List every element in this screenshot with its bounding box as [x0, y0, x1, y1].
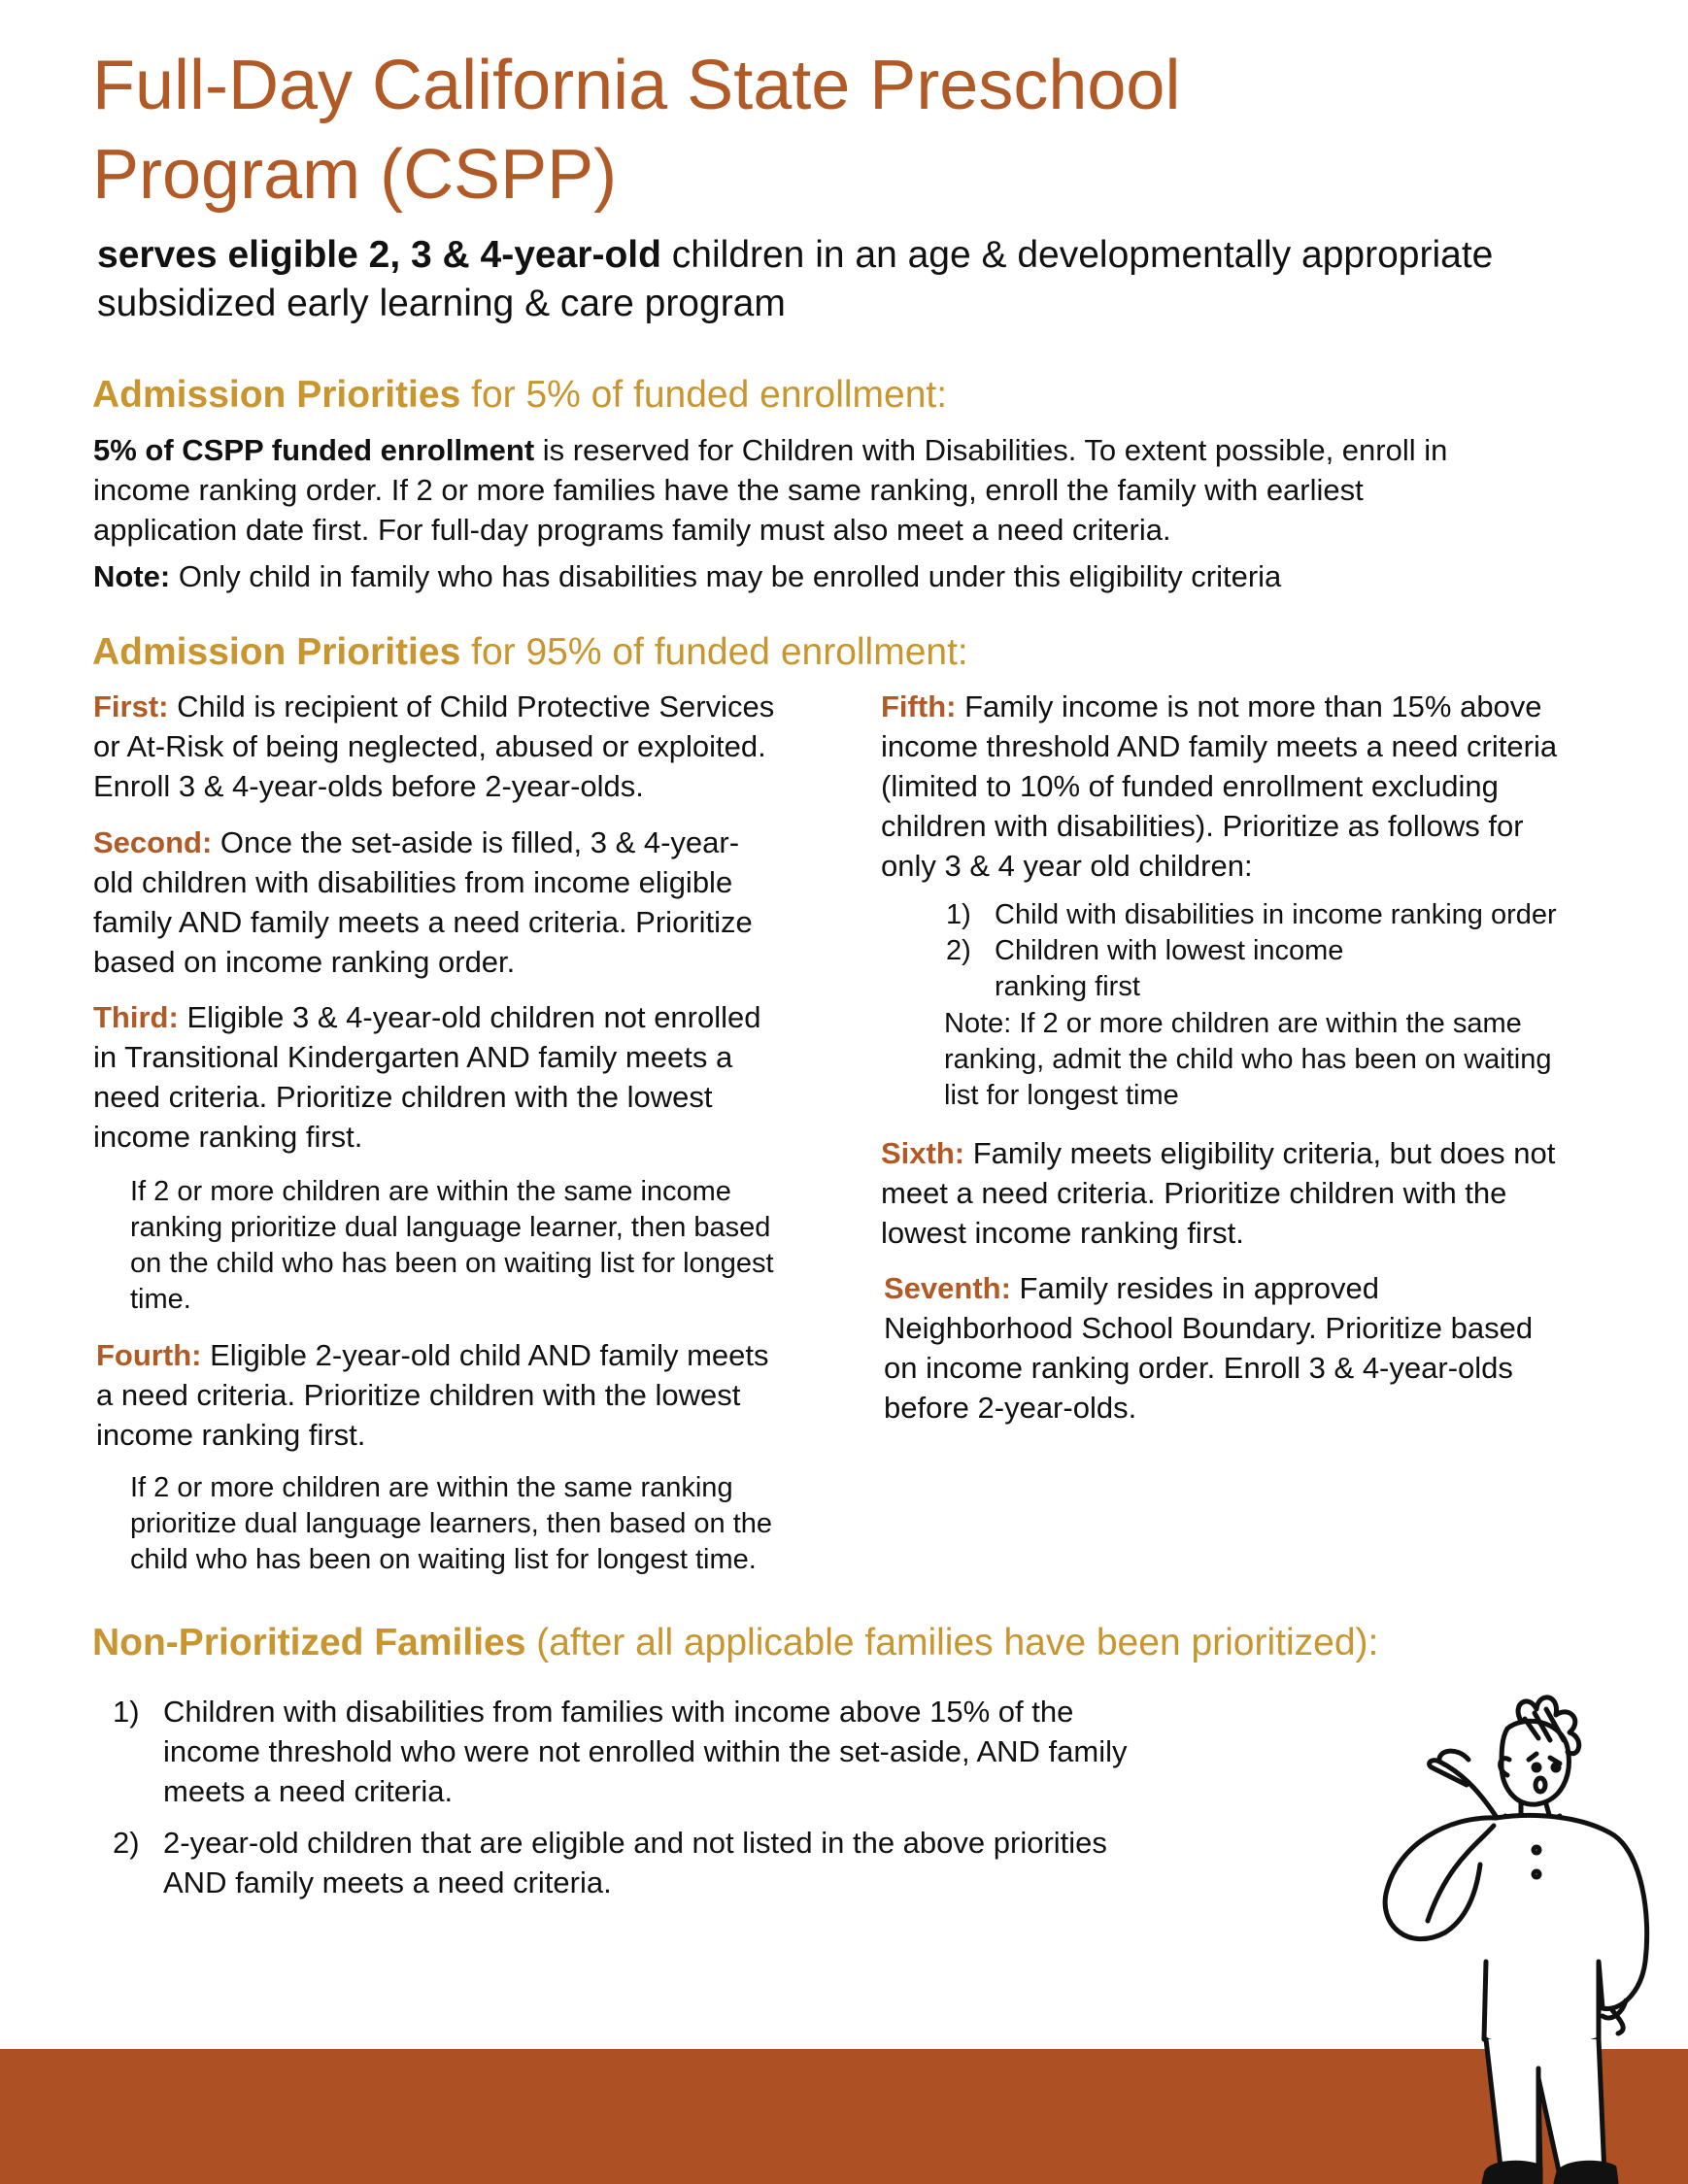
priority-third-note-line: time. — [130, 1284, 191, 1315]
priority-fourth-note-line: child who has been on waiting list for longest time. — [130, 1544, 757, 1575]
priority-third-label: Third: — [93, 1000, 179, 1034]
priority-fifth-note-line: ranking, admit the child who has been on waiting — [944, 1044, 1552, 1075]
non-prioritized-list — [113, 1692, 1327, 1902]
priority-first-line: or At-Risk of being neglected, abused or exploited. — [93, 729, 766, 763]
list-item-text: 2-year-old children that are eligible and not listed in the above priorities — [163, 1826, 1107, 1860]
priority-third-note — [130, 1174, 888, 1318]
section-5-body — [93, 430, 1667, 550]
priority-sixth-line: Family meets eligibility criteria, but does not — [972, 1136, 1556, 1170]
list-item-text: income threshold who were not enrolled within the set-aside, AND family — [163, 1734, 1128, 1768]
priority-fourth-note-line: prioritize dual language learners, then based on the — [130, 1508, 773, 1539]
priority-fifth-line: only 3 & 4 year old children: — [881, 849, 1253, 883]
priority-second-line: Once the set-aside is filled, 3 & 4-year- — [219, 825, 740, 859]
priority-seventh-line: Family resides in approved — [1019, 1271, 1379, 1305]
list-item — [113, 1823, 1327, 1902]
priority-fifth-line: income threshold AND family meets a need criteria — [881, 729, 1558, 763]
priority-fifth-line: children with disabilities). Prioritize as follows for — [881, 809, 1524, 843]
priority-fifth-label: Fifth: — [881, 689, 957, 723]
priority-second — [93, 823, 870, 982]
priority-fourth — [96, 1335, 873, 1455]
priority-fifth — [881, 687, 1677, 886]
priority-sixth — [881, 1133, 1677, 1253]
title-line-2: Program (CSPP) — [92, 136, 618, 214]
list-item — [113, 1692, 1327, 1811]
priority-fifth-note-line: list for longest time — [944, 1080, 1179, 1111]
subtitle-line-2: subsidized early learning & care program — [97, 283, 786, 324]
section-5-note-text: Only child in family who has disabilities may be enrolled under this eligibility criteria — [178, 559, 1282, 593]
priority-fourth-label: Fourth: — [96, 1338, 202, 1372]
priority-fifth-note-line: Note: If 2 or more children are within the same — [944, 1008, 1522, 1039]
section-5-heading — [92, 371, 947, 420]
priority-fifth-line: (limited to 10% of funded enrollment excluding — [881, 769, 1499, 803]
priority-fourth-line: a need criteria. Prioritize children with the lowest — [96, 1378, 741, 1412]
priority-fourth-note-line: If 2 or more children are within the same ranking — [130, 1472, 733, 1503]
non-prioritized-heading-rest: (after all applicable families have been prioritized): — [536, 1622, 1379, 1663]
list-item-text: meets a need criteria. — [163, 1774, 454, 1808]
priority-seventh-label: Seventh: — [884, 1271, 1011, 1305]
priority-third-note-line: on the child who has been on waiting list for longest — [130, 1248, 774, 1279]
priority-fourth-line: income ranking first. — [96, 1418, 366, 1452]
priority-seventh-line: before 2-year-olds. — [884, 1391, 1137, 1425]
section-5-body-line-1: is reserved for Children with Disabilities. To extent possible, enroll in — [542, 433, 1448, 467]
priority-first-label: First: — [93, 689, 169, 723]
priority-fifth-note — [944, 1006, 1682, 1114]
priority-fifth-list — [946, 897, 1684, 1005]
section-5-body-bold: 5% of CSPP funded enrollment — [93, 433, 535, 467]
list-item — [946, 933, 1684, 1005]
list-item-text: Child with disabilities in income ranking order — [995, 899, 1557, 930]
section-5-body-line-3: application date first. For full-day programs family must also meet a need criteria. — [93, 513, 1171, 547]
list-number: 1) — [946, 899, 971, 930]
section-5-body-line-2: income ranking order. If 2 or more families have the same ranking, enroll the family with earliest — [93, 473, 1364, 507]
priority-second-line: family AND family meets a need criteria. Prioritize — [93, 905, 753, 939]
list-number: 1) — [113, 1695, 140, 1729]
priority-second-line: old children with disabilities from income eligible — [93, 865, 733, 899]
section-95-heading-rest: for 95% of funded enrollment: — [471, 631, 968, 673]
section-5-note-label: Note: — [93, 559, 171, 593]
priority-third-line: income ranking first. — [93, 1120, 363, 1154]
subtitle-rest: children in an age & developmentally appropriate — [671, 234, 1494, 276]
list-item — [946, 897, 1684, 933]
priority-first — [93, 687, 870, 806]
priority-third — [93, 997, 870, 1157]
priority-seventh — [884, 1268, 1680, 1428]
list-item-text: Children with disabilities from families with income above 15% of the — [163, 1695, 1074, 1729]
priority-sixth-line: meet a need criteria. Prioritize children with the — [881, 1176, 1507, 1210]
title-line-1: Full-Day California State Preschool — [92, 47, 1181, 124]
priority-first-line: Enroll 3 & 4-year-olds before 2-year-olds. — [93, 769, 644, 803]
priority-sixth-label: Sixth: — [881, 1136, 965, 1170]
subtitle-bold: serves eligible 2, 3 & 4-year-old — [97, 234, 661, 276]
priority-sixth-line: lowest income ranking first. — [881, 1216, 1244, 1250]
page-title — [92, 41, 1549, 219]
list-item-text: AND family meets a need criteria. — [163, 1865, 612, 1899]
section-5-heading-bold: Admission Priorities — [92, 374, 461, 416]
subtitle — [97, 231, 1651, 328]
priority-second-line: based on income ranking order. — [93, 945, 516, 979]
priority-third-line: need criteria. Prioritize children with the lowest — [93, 1080, 713, 1114]
priority-fifth-line: Family income is not more than 15% above — [964, 689, 1542, 723]
priority-third-line: Eligible 3 & 4-year-old children not enrolled — [186, 1000, 761, 1034]
thinking-person-illustration-icon — [1331, 1670, 1680, 2184]
priority-fourth-line: Eligible 2-year-old child AND family meets — [210, 1338, 769, 1372]
section-5-heading-rest: for 5% of funded enrollment: — [471, 374, 948, 416]
priority-third-line: in Transitional Kindergarten AND family meets a — [93, 1040, 733, 1074]
list-item-text: Children with lowest income — [995, 935, 1344, 966]
priority-seventh-line: Neighborhood School Boundary. Prioritize based — [884, 1311, 1534, 1345]
list-number: 2) — [113, 1826, 140, 1860]
priority-fourth-note — [130, 1470, 888, 1578]
list-item-text: ranking first — [995, 971, 1140, 1002]
priority-third-note-line: If 2 or more children are within the same income — [130, 1176, 731, 1207]
non-prioritized-heading-bold: Non-Prioritized Families — [92, 1622, 526, 1663]
list-number: 2) — [946, 935, 971, 966]
priority-third-note-line: ranking prioritize dual language learner, then based — [130, 1212, 771, 1243]
non-prioritized-heading — [92, 1619, 1378, 1667]
priority-second-label: Second: — [93, 825, 213, 859]
section-5-note — [93, 556, 1667, 596]
priority-first-line: Child is recipient of Child Protective Services — [177, 689, 775, 723]
section-95-heading — [92, 628, 968, 677]
priority-seventh-line: on income ranking order. Enroll 3 & 4-year-olds — [884, 1351, 1513, 1385]
section-95-heading-bold: Admission Priorities — [92, 631, 461, 673]
